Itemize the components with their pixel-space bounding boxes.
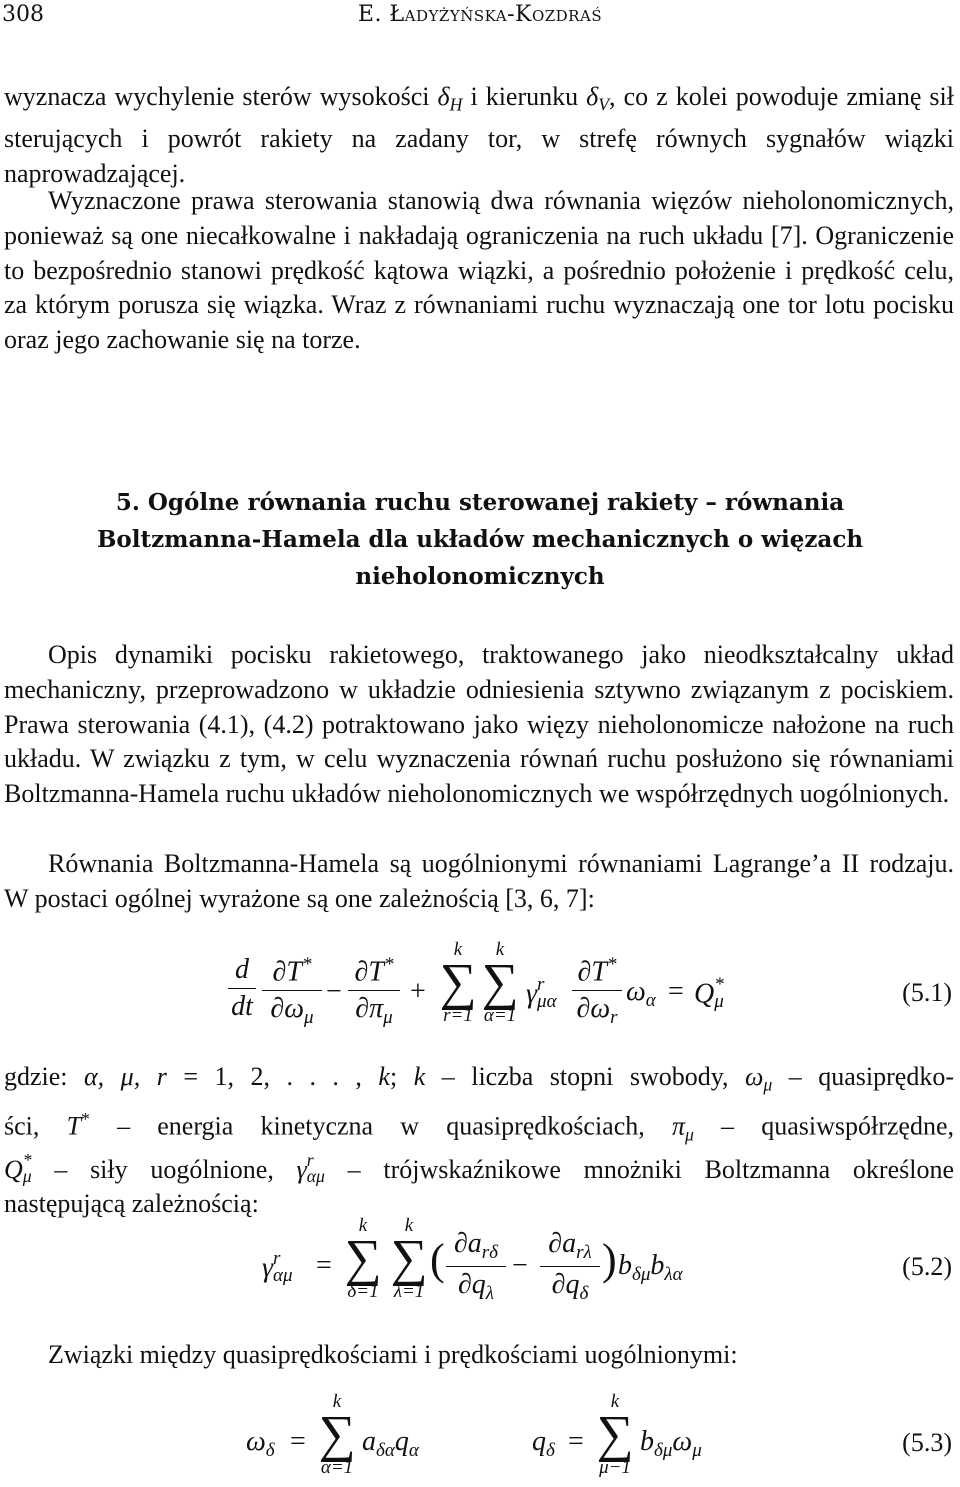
paragraph-5: gdzie: α, μ, r = 1, 2, . . . , k; k – liczba stopni swobody, $\omega_\mu$ – quasiprędko- ści, T* – energia kinetyczna w quasiprędkościach, $\pi_\mu$ – quasiwspółrzędne, Q * μ – siły uogólnione, γ r αμ – trójwskaźnikowe mnożniki Boltzmanna określone następującą zależnością: bbox=[4, 1062, 955, 1219]
paragraph-6: Związki między quasiprędkościami i prędkościami uogólnionymi: bbox=[48, 1340, 738, 1369]
eq1-dT-dpi-fraction: $\frac{\partial T^*}{\partial\pi_\mu}$ bbox=[348, 954, 400, 1030]
eq3-equals-2: = bbox=[568, 1426, 584, 1457]
eq2-number: (5.2) bbox=[902, 1252, 952, 1281]
eq2-left-paren: ( bbox=[430, 1235, 445, 1284]
eq2-equals: = bbox=[316, 1250, 332, 1281]
eq1-number: (5.1) bbox=[902, 978, 952, 1007]
section-heading bbox=[0, 484, 960, 595]
para1-text-a: wyznacza wychylenie sterów wysokości bbox=[4, 82, 438, 111]
eq3-a-q-term: $a_{\delta\alpha}q_\alpha$ bbox=[362, 1426, 419, 1462]
delta-h-symbol: $\delta_H$ bbox=[437, 82, 463, 115]
eq1-minus: − bbox=[326, 976, 342, 1007]
eq1-dT-domegar-fraction: $\frac{\partial T^*}{\partial\omega_r}$ bbox=[572, 954, 622, 1030]
paragraph-2: Wyznaczone prawa sterowania stanowią dwa równania więzów nieholonomicznych, ponieważ są one niecałkowalne i nakładają ograniczenia na ruch układu [7]. Ograniczenie to bezpośrednio stanowi prędkość kątowa wiązki, a pośrednio położenie i prędkość celu, za którym porusza się wiązka. Wraz z równaniami ruchu wyznaczają one tor lotu pocisku oraz jego zachowanie się na torze. bbox=[4, 186, 954, 355]
eq1-equals: = bbox=[668, 976, 684, 1007]
eq1-sum-alpha: k ∑ α=1 bbox=[481, 939, 519, 1026]
eq2-gamma: γ r αμ bbox=[262, 1248, 293, 1287]
running-author: E. Ładyżyńska-Kozdraś bbox=[357, 2, 603, 27]
eq2-sum-lambda: k ∑ λ=1 bbox=[390, 1215, 428, 1302]
equation-5-3 bbox=[0, 1392, 960, 1487]
eq2-b-terms: $b_{\delta\mu}b_{\lambda\alpha}$ bbox=[618, 1250, 683, 1286]
delta-v-symbol: $\delta_V$ bbox=[586, 82, 610, 115]
eq1-gamma: γ r μα bbox=[526, 974, 557, 1013]
section-title: Ogólne równania ruchu sterowanej rakiety – równania Boltzmanna-Hamela dla układów mechanicznych o więzach nieholonomicznych bbox=[96, 489, 864, 590]
section-number: 5. bbox=[115, 489, 140, 516]
eq3-equals-1: = bbox=[290, 1426, 306, 1457]
eq2-sum-delta: k ∑ δ=1 bbox=[344, 1215, 382, 1302]
paragraph-3: Opis dynamiki pocisku rakietowego, traktowanego jako nieodkształcalny układ mechaniczny, przeprowadzono w układzie odniesienia sztywno związanym z pociskiem. Prawa sterowania (4.1), (4.2) potraktowano jako więzy nieholonomicze nałożone na ruch układu. W związku z tym, w celu wyznaczenia równań ruchu posłużono się równaniami Boltzmanna-Hamela ruchu układów nieholonomicznych we współrzędnych uogólnionych. bbox=[4, 640, 954, 809]
para1-text-c: , co z kolei powoduje zmianę sił sterujących i powrót rakiety na zadany tor, w strefę równych sygnałów wiązki naprowadzającej. bbox=[4, 82, 954, 189]
eq1-Q: Q * μ bbox=[694, 974, 724, 1013]
eq1-d-dt-fraction: $\frac{d}{dt}$ bbox=[228, 954, 256, 1023]
eq3-sum-mu: k ∑ μ−1 bbox=[596, 1391, 634, 1478]
eq2-fraction-2: $\partial a_{r\lambda}$ $\partial q_\delta$ bbox=[540, 1228, 600, 1305]
equation-5-2 bbox=[0, 1216, 960, 1316]
eq3-sum-alpha: k ∑ α=1 bbox=[318, 1391, 356, 1478]
equation-5-1 bbox=[0, 940, 960, 1050]
eq2-fraction-1: $\partial a_{r\delta}$ $\partial q_\lambda$ bbox=[446, 1228, 506, 1305]
para1-text-b: i kierunku bbox=[462, 82, 587, 111]
paragraph-4: Równania Boltzmanna-Hamela są uogólnionymi równaniami Lagrange’a II rodzaju. W postaci ogólnej wyrażone są one zależnością [3, 6, 7]: bbox=[4, 849, 954, 913]
running-header bbox=[0, 2, 960, 32]
eq3-q-delta: $q_\delta$ bbox=[532, 1426, 555, 1462]
eq2-minus: − bbox=[512, 1250, 528, 1281]
eq1-dT-domega-fraction: $\frac{\partial T^*}{\partial\omega_\mu}$ bbox=[262, 954, 322, 1030]
eq3-omega-delta: $\omega_\delta$ bbox=[246, 1426, 275, 1462]
eq1-sum-r: k ∑ r=1 bbox=[439, 939, 477, 1026]
paragraph-1 bbox=[4, 80, 954, 192]
eq2-right-paren: ) bbox=[602, 1235, 617, 1284]
eq3-b-omega-term: $b_{\delta\mu}\omega_\mu$ bbox=[640, 1426, 702, 1462]
page-number: 308 bbox=[2, 2, 44, 27]
eq1-plus: + bbox=[410, 976, 426, 1007]
eq1-omega-alpha: $\omega_\alpha$ bbox=[626, 976, 656, 1012]
eq3-number: (5.3) bbox=[902, 1428, 952, 1457]
